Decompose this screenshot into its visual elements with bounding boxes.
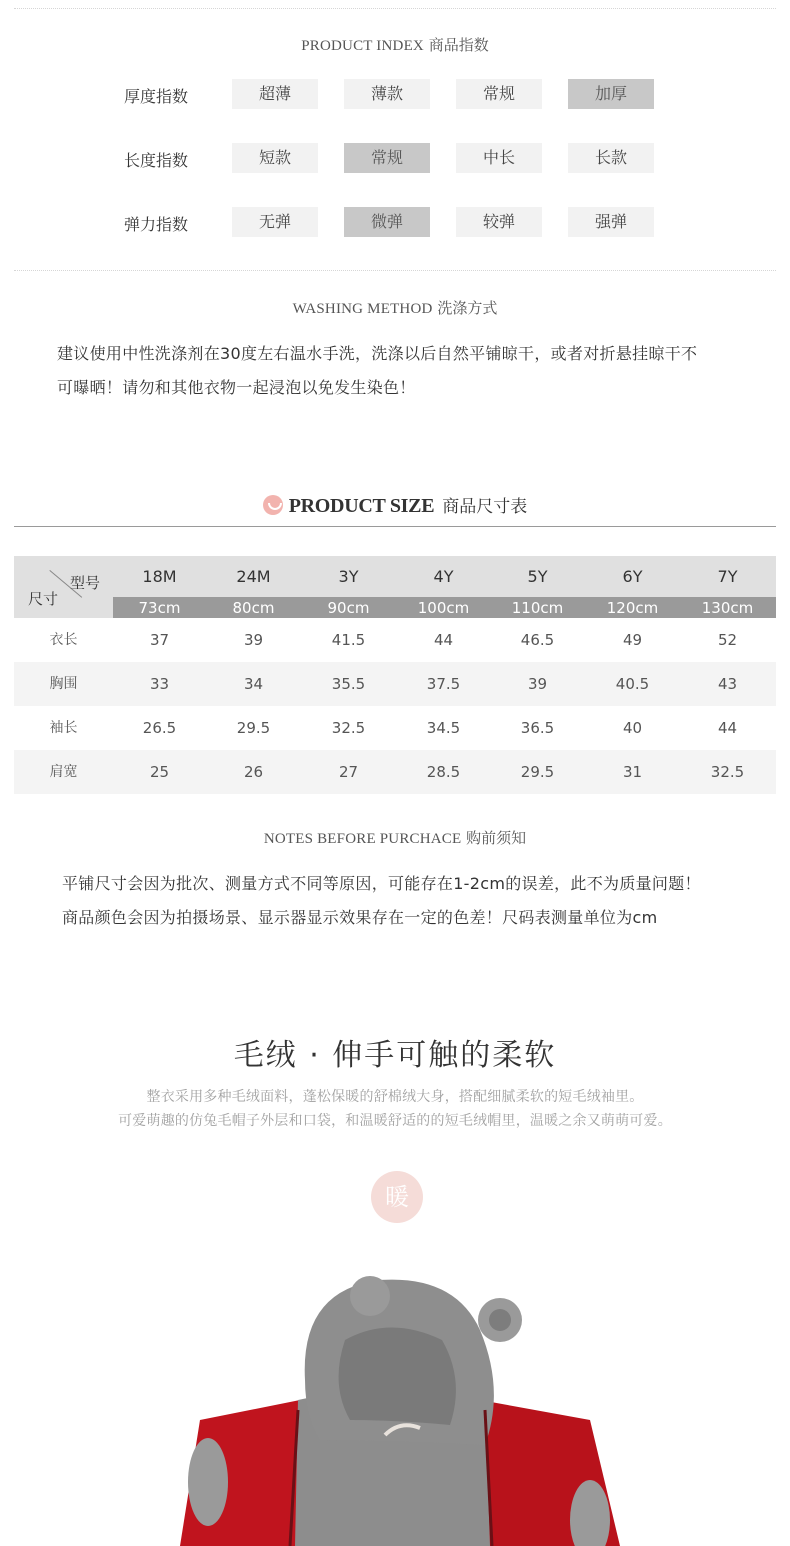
index-label: 厚度指数 <box>124 87 189 106</box>
height-column-header: 130cm <box>701 599 754 617</box>
size-column-header: 7Y <box>717 567 738 586</box>
corner-model-label: 型号 <box>70 574 101 592</box>
table-cell: 41.5 <box>331 631 366 649</box>
size-column-header: 4Y <box>433 567 454 586</box>
washing-title-en: WASHING METHOD <box>292 301 433 317</box>
smile-icon <box>263 495 283 515</box>
table-cell: 39 <box>243 631 264 649</box>
table-cell: 34.5 <box>426 719 461 737</box>
row-label: 衣长 <box>49 632 78 648</box>
product-size-title-en: PRODUCT SIZE <box>288 495 435 517</box>
table-corner <box>14 556 113 618</box>
table-cell: 25 <box>149 763 170 781</box>
table-cell: 32.5 <box>331 719 366 737</box>
index-option: 超薄 <box>232 79 318 109</box>
table-row <box>14 662 776 706</box>
table-cell: 28.5 <box>426 763 461 781</box>
table-cell: 44 <box>433 631 454 649</box>
table-cell: 37.5 <box>426 675 461 693</box>
feature-desc-2: 可爱萌趣的仿兔毛帽子外层和口袋，和温暖舒适的的短毛绒帽里，温暖之余又萌萌可爱。 <box>118 1113 672 1129</box>
table-cell: 46.5 <box>520 631 555 649</box>
height-column-header: 90cm <box>327 599 370 617</box>
table-cell: 31 <box>622 763 643 781</box>
feature-desc-1: 整衣采用多种毛绒面料，蓬松保暖的舒棉绒大身，搭配细腻柔软的短毛绒袖里。 <box>146 1089 644 1105</box>
product-size-title-zh: 商品尺寸表 <box>442 497 528 517</box>
index-label: 长度指数 <box>124 151 189 170</box>
table-cell: 37 <box>149 631 170 649</box>
table-cell: 52 <box>717 631 738 649</box>
table-cell: 34 <box>243 675 264 693</box>
table-cell: 40 <box>622 719 643 737</box>
height-column-header: 110cm <box>511 599 564 617</box>
size-column-header: 3Y <box>338 567 359 586</box>
jacket-left-cuff <box>188 1438 228 1526</box>
jacket-photo <box>180 1270 620 1546</box>
index-option-selected: 加厚 <box>568 79 654 109</box>
index-option: 长款 <box>568 143 654 173</box>
table-cell: 29.5 <box>236 719 271 737</box>
table-row <box>14 618 776 662</box>
table-row <box>14 706 776 750</box>
washing-line-1: 建议使用中性洗涤剂在30度左右温水手洗，洗涤以后自然平铺晾干，或者对折悬挂晾干不 <box>57 344 698 363</box>
table-cell: 49 <box>622 631 643 649</box>
size-column-header: 24M <box>236 567 271 586</box>
index-option-selected: 常规 <box>344 143 430 173</box>
table-cell: 32.5 <box>710 763 745 781</box>
height-column-header: 80cm <box>232 599 275 617</box>
table-cell: 26 <box>243 763 264 781</box>
index-label: 弹力指数 <box>124 215 189 234</box>
index-option: 常规 <box>456 79 542 109</box>
table-cell: 35.5 <box>331 675 366 693</box>
table-cell: 33 <box>149 675 170 693</box>
product-size-title <box>0 492 790 518</box>
feature-title: 毛绒 · 伸手可触的柔软 <box>233 1038 557 1073</box>
warm-badge: 暖 <box>371 1171 423 1223</box>
washing-line-2: 可曝晒！请勿和其他衣物一起浸泡以免发生染色！ <box>57 378 416 397</box>
table-cell: 29.5 <box>520 763 555 781</box>
index-option-selected: 微弹 <box>344 207 430 237</box>
corner-size-label: 尺寸 <box>28 590 59 608</box>
notes-title-zh: 购前须知 <box>466 829 527 847</box>
divider-index <box>14 270 776 271</box>
table-cell: 40.5 <box>615 675 650 693</box>
index-option: 较弹 <box>456 207 542 237</box>
table-cell: 39 <box>527 675 548 693</box>
jacket-hood-opening <box>339 1328 456 1426</box>
height-column-header: 100cm <box>417 599 470 617</box>
size-column-header: 5Y <box>527 567 548 586</box>
product-index-title-zh: 商品指数 <box>428 36 489 54</box>
notes-title-en: NOTES BEFORE PURCHACE <box>263 831 462 847</box>
index-option: 薄款 <box>344 79 430 109</box>
index-option: 短款 <box>232 143 318 173</box>
notes-line-1: 平铺尺寸会因为批次、测量方式不同等原因，可能存在1-2cm的误差，此不为质量问题！ <box>62 874 701 893</box>
table-cell: 43 <box>717 675 738 693</box>
height-column-header: 120cm <box>606 599 659 617</box>
table-cell: 36.5 <box>520 719 555 737</box>
table-cell: 44 <box>717 719 738 737</box>
index-option: 中长 <box>456 143 542 173</box>
washing-title <box>0 297 790 318</box>
size-column-header: 18M <box>142 567 177 586</box>
index-option: 强弹 <box>568 207 654 237</box>
washing-title-zh: 洗涤方式 <box>437 299 498 317</box>
divider-top <box>14 8 776 9</box>
table-cell: 27 <box>338 763 359 781</box>
size-column-header: 6Y <box>622 567 643 586</box>
row-label: 肩宽 <box>49 764 78 780</box>
table-cell: 26.5 <box>142 719 177 737</box>
table-row <box>14 750 776 794</box>
product-index-title-en: PRODUCT INDEX <box>301 38 424 54</box>
height-column-header: 73cm <box>138 599 181 617</box>
jacket-left-ear <box>350 1276 390 1316</box>
index-option: 无弹 <box>232 207 318 237</box>
row-label: 袖长 <box>49 720 78 736</box>
row-label: 胸围 <box>49 676 78 692</box>
notes-line-2: 商品颜色会因为拍摄场景、显示器显示效果存在一定的色差！尺码表测量单位为cm <box>62 908 658 927</box>
notes-title <box>0 827 790 848</box>
product-index-title <box>0 34 790 55</box>
size-title-underline <box>14 526 776 527</box>
